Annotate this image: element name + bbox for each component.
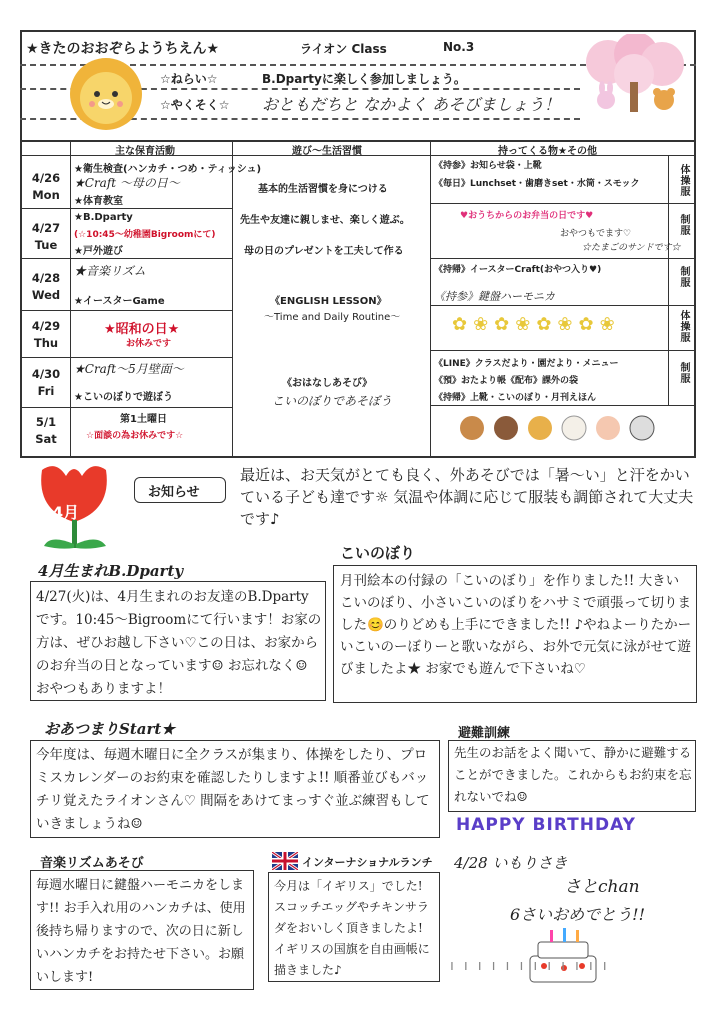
- animals-holding-hands-icon: [456, 410, 666, 450]
- month-badge: 4月: [52, 503, 80, 522]
- bring-line: ♥おうちからのお弁当の日です♥: [460, 211, 594, 221]
- candles-decoration-icon: ıııııııııııı: [450, 958, 617, 974]
- lion-icon: [62, 54, 150, 134]
- col-divider: [232, 140, 233, 456]
- activity-line: ★体育教室: [74, 196, 123, 207]
- drill-title: 避難訓練: [458, 726, 511, 741]
- music-title: 音楽リズムあそび: [40, 856, 144, 871]
- bring-line: 《持参》鍵盤ハーモニカ: [434, 290, 555, 303]
- row-line: [430, 258, 696, 259]
- koi-title: こいのぼり: [340, 544, 416, 562]
- uniform-label: 体操服: [678, 310, 689, 343]
- butterfly-decoration-icon: ✿❀✿❀✿❀✿❀: [452, 314, 621, 335]
- bd-title: 4月生まれB.Dparty: [38, 562, 184, 580]
- activity-line: ★衛生検査(ハンカチ・つめ・ティッシュ): [74, 164, 262, 175]
- gather-title: おあつまりStart★: [44, 720, 175, 738]
- music-text: 毎週水曜日に鍵盤ハーモニカをします!! お手入れ用のハンカチは、使用後持ち帰りますので、次の日に新しいハンカチをお持たせ下さい。お願いします!: [36, 878, 246, 985]
- lunch-title: インターナショナルランチ: [302, 856, 433, 869]
- col-divider: [668, 155, 669, 405]
- issue-number: No.3: [443, 40, 475, 54]
- day-cell: 4/30 Fri: [31, 367, 61, 398]
- col-header-activity: 主な保育活動: [115, 146, 175, 157]
- row-line: [20, 258, 232, 259]
- bring-line: 《毎日》Lunchset・歯磨きset・水筒・スモック: [434, 179, 640, 189]
- cherry-tree-icon: [578, 34, 690, 120]
- day-cell: 4/28 Wed: [31, 271, 61, 302]
- uniform-label: 制服: [678, 214, 689, 236]
- birthday-name: さとchan: [564, 877, 640, 897]
- holiday-title: ★昭和の日★: [104, 322, 180, 337]
- birthday-wish: 6さいおめでとう!!: [510, 905, 646, 924]
- col-divider: [70, 140, 71, 456]
- row-line: [20, 310, 232, 311]
- day-cell: 4/26 Mon: [31, 171, 61, 202]
- activity-line: ★こいのぼりで遊ぼう: [74, 392, 173, 403]
- row-line: [20, 208, 232, 209]
- play-line: 《ENGLISH LESSON》: [270, 296, 387, 307]
- aim-text: B.Dpartyに楽しく参加しましょう。: [262, 72, 466, 86]
- bring-line: 《持帰》上靴・こいのぼり・月刊えほん: [434, 393, 597, 403]
- gather-text: 今年度は、毎週木曜日に全クラスが集まり、体操をしたり、プロミスカレンダーのお約束を確認したりしますよ!! 順番並びもバッチリ覚えたライオンさん♡ 間隔をあけてまっすぐ並ぶ練習もしていきましょうね☺: [36, 747, 430, 832]
- activity-line: ☆面談の為お休みです☆: [86, 431, 184, 441]
- bring-line: 《預》おたより帳《配布》課外の袋: [434, 376, 579, 386]
- row-line: [430, 350, 696, 351]
- bring-line: ☆たまごのサンドです☆: [582, 243, 681, 253]
- bring-line: 《持帰》イースターCraft(おやつ入り♥): [434, 265, 602, 275]
- row-line: [20, 407, 232, 408]
- bd-text: 4/27(火)は、4月生まれのお友達のB.Dpartyです。10:45～Bigroomにて行います！お家の方は、ぜひお越し下さい♡この日は、お家からのお弁当の日となっています☺ お忘れなく☺ おやつもありますよ！: [36, 589, 322, 697]
- uniform-label: 体操服: [678, 164, 689, 197]
- lunch-text: 今月は「イギリス」でした! スコッチエッグやチキンサラダをおいしく頂きましたよ! イギリスの国旗を自由画帳に描きました♪: [274, 879, 430, 977]
- promise-text: おともだちと なかよく あそびましょう！: [262, 95, 561, 114]
- col-header-play: 遊び～生活習慣: [292, 146, 362, 157]
- play-line: 先生や友達に親しませ、楽しく遊ぶ。: [240, 215, 410, 226]
- aim-label: ☆ねらい☆: [160, 72, 218, 86]
- activity-line: 第1土曜日: [120, 414, 167, 425]
- bring-line: おやつもでます♡: [560, 229, 632, 239]
- day-cell: 5/1 Sat: [35, 415, 57, 446]
- drill-text: 先生のお話をよく聞いて、静かに避難することができました。これからもお約束を忘れないでね☺: [454, 745, 692, 804]
- play-line: こいのぼりであそぼう: [272, 394, 393, 408]
- table-bottom: [20, 456, 696, 458]
- play-line: ～Time and Daily Routine～: [264, 312, 401, 323]
- notice-label: お知らせ: [148, 485, 200, 500]
- play-line: 基本的生活習慣を身につける: [258, 184, 388, 195]
- activity-line: ★Craft ～母の日～: [74, 176, 180, 190]
- col-divider: [430, 140, 431, 456]
- row-line: [430, 305, 696, 306]
- birthday-banner: HAPPY BIRTHDAY: [456, 815, 636, 835]
- bring-line: 《持参》お知らせ袋・上靴: [434, 161, 542, 171]
- activity-line: ★音楽リズム: [74, 264, 146, 278]
- play-line: 母の日のプレゼントを工夫して作る: [244, 246, 404, 257]
- class-name: ライオン Class: [300, 42, 387, 56]
- uniform-label: 制服: [678, 266, 689, 288]
- promise-label: ☆やくそく☆: [160, 98, 230, 112]
- uniform-label: 制服: [678, 362, 689, 384]
- bring-line: 《LINE》クラスだより・園だより・メニュー: [434, 359, 619, 369]
- activity-line: ★イースターGame: [74, 296, 165, 307]
- play-line: 《おはなしあそび》: [282, 378, 373, 389]
- day-cell: 4/29 Thu: [31, 319, 61, 350]
- notice-text: 最近は、お天気がとても良く、外あそびでは「暑～い」と汗をかいている子ども達です☼ 気温や体調に応じて服装も調節されて大丈夫です♪: [240, 466, 694, 528]
- school-name: ★きたのおおぞらようちえん★: [26, 41, 220, 57]
- row-line: [20, 357, 232, 358]
- activity-line: ★B.Dparty: [74, 212, 133, 223]
- activity-line: ★戸外遊び: [74, 246, 123, 257]
- uk-flag-icon: [272, 852, 298, 870]
- koi-text: 月刊絵本の付録の「こいのぼり」を作りました!! 大きいこいのぼり、小さいこいのぼりをハサミで頑張って切りました😊のりどめも上手にできました!! ♪やねよーりたかーいこいのーぼりーと歌いながら、お外で元気に泳がせて遊びましたよ★ お家でも遊んで下さいね♡: [340, 573, 692, 677]
- row-line: [430, 405, 696, 406]
- holiday-note: お休みです: [126, 339, 172, 349]
- col-header-bring: 持ってくる物★その他: [498, 146, 597, 157]
- day-cell: 4/27 Tue: [31, 221, 61, 252]
- row-line: [430, 203, 696, 204]
- activity-line: ★Craft～5月壁面～: [74, 362, 184, 376]
- activity-line: (☆10:45～幼稚園Bigroomにて): [74, 230, 216, 240]
- birthday-date: 4/28 いもりさき: [454, 854, 568, 872]
